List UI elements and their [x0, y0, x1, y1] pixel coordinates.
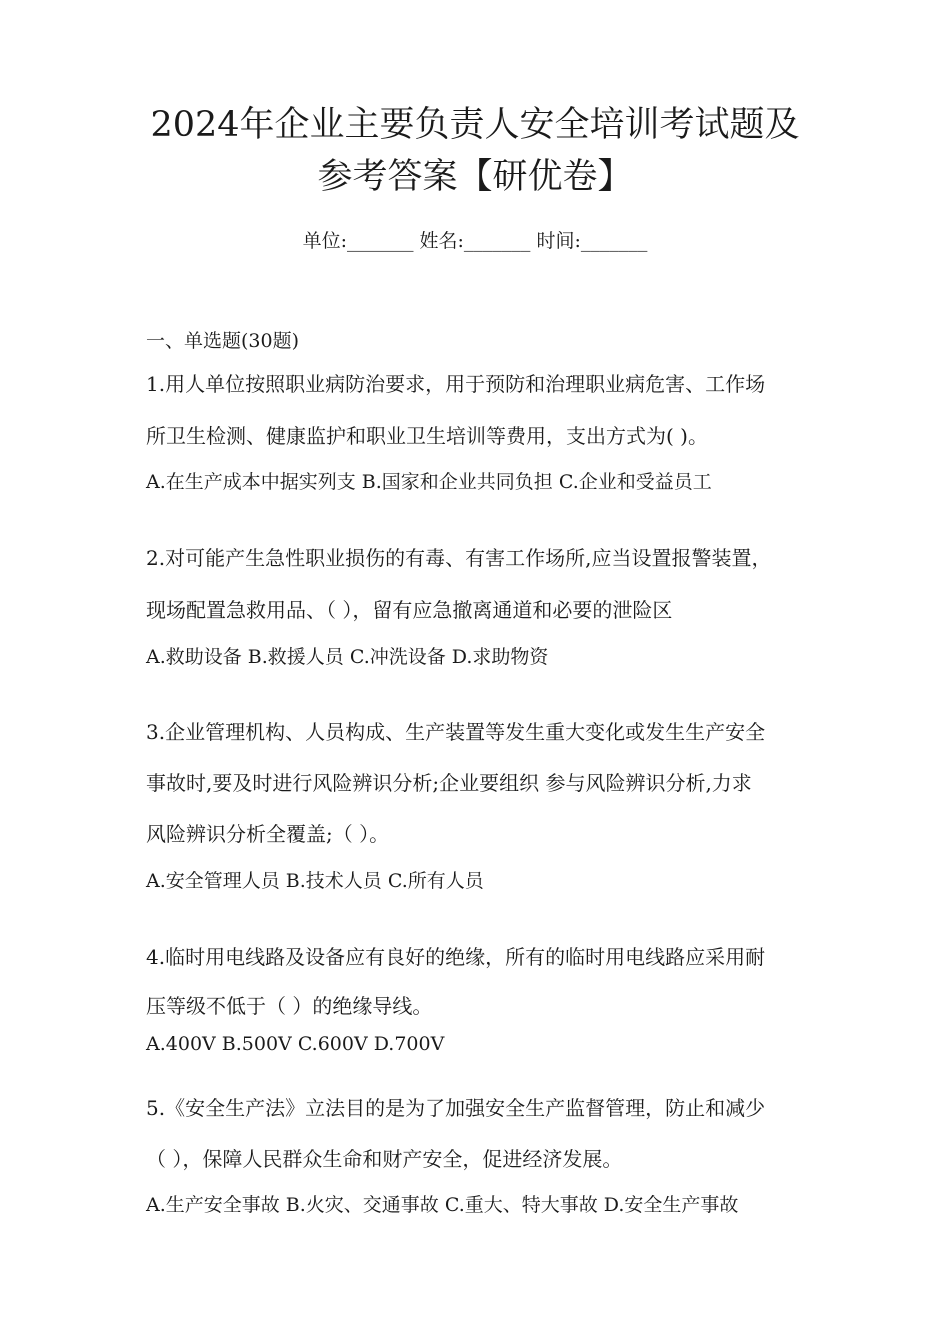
document-title-line-1: 2024年企业主要负责人安全培训考试题及	[150, 105, 800, 145]
question-options: A.在生产成本中据实列支 B.国家和企业共同负担 C.企业和受益员工	[146, 471, 712, 493]
question-options: A.安全管理人员 B.技术人员 C.所有人员	[146, 870, 484, 892]
question-text-line: 现场配置急救用品、（ ），留有应急撤离通道和必要的泄险区	[146, 598, 673, 622]
question-text-line: 压等级不低于（ ）的绝缘导线。	[146, 994, 433, 1018]
question-text-line: 风险辨识分析全覆盖;（ ）。	[146, 822, 390, 846]
question-text-line: 5.《安全生产法》立法目的是为了加强安全生产监督管理，防止和减少	[146, 1096, 766, 1120]
section-heading: 一、单选题(30题)	[146, 330, 300, 352]
question-text-line: 所卫生检测、健康监护和职业卫生培训等费用，支出方式为( )。	[146, 424, 708, 448]
question-text-line: （ ），保障人民群众生命和财产安全，促进经济发展。	[146, 1147, 623, 1171]
question-text-line: 2.对可能产生急性职业损伤的有毒、有害工作场所,应当设置报警装置，	[146, 546, 772, 570]
question-options: A.生产安全事故 B.火灾、交通事故 C.重大、特大事故 D.安全生产事故	[146, 1194, 739, 1216]
question-text-line: 1.用人单位按照职业病防治要求，用于预防和治理职业病危害、工作场	[146, 372, 766, 396]
document-title-line-2: 参考答案【研优卷】	[317, 157, 633, 197]
question-options: A.救助设备 B.救援人员 C.冲洗设备 D.求助物资	[146, 646, 549, 668]
question-text-line: 3.企业管理机构、人员构成、生产装置等发生重大变化或发生生产安全	[146, 720, 766, 744]
question-text-line: 事故时,要及时进行风险辨识分析;企业要组织 参与风险辨识分析,力求	[146, 771, 752, 795]
question-options: A.400V B.500V C.600V D.700V	[146, 1033, 445, 1055]
question-text-line: 4.临时用电线路及设备应有良好的绝缘，所有的临时用电线路应采用耐	[146, 945, 766, 969]
header-info-line: 单位:_______ 姓名:_______ 时间:_______	[302, 230, 648, 252]
